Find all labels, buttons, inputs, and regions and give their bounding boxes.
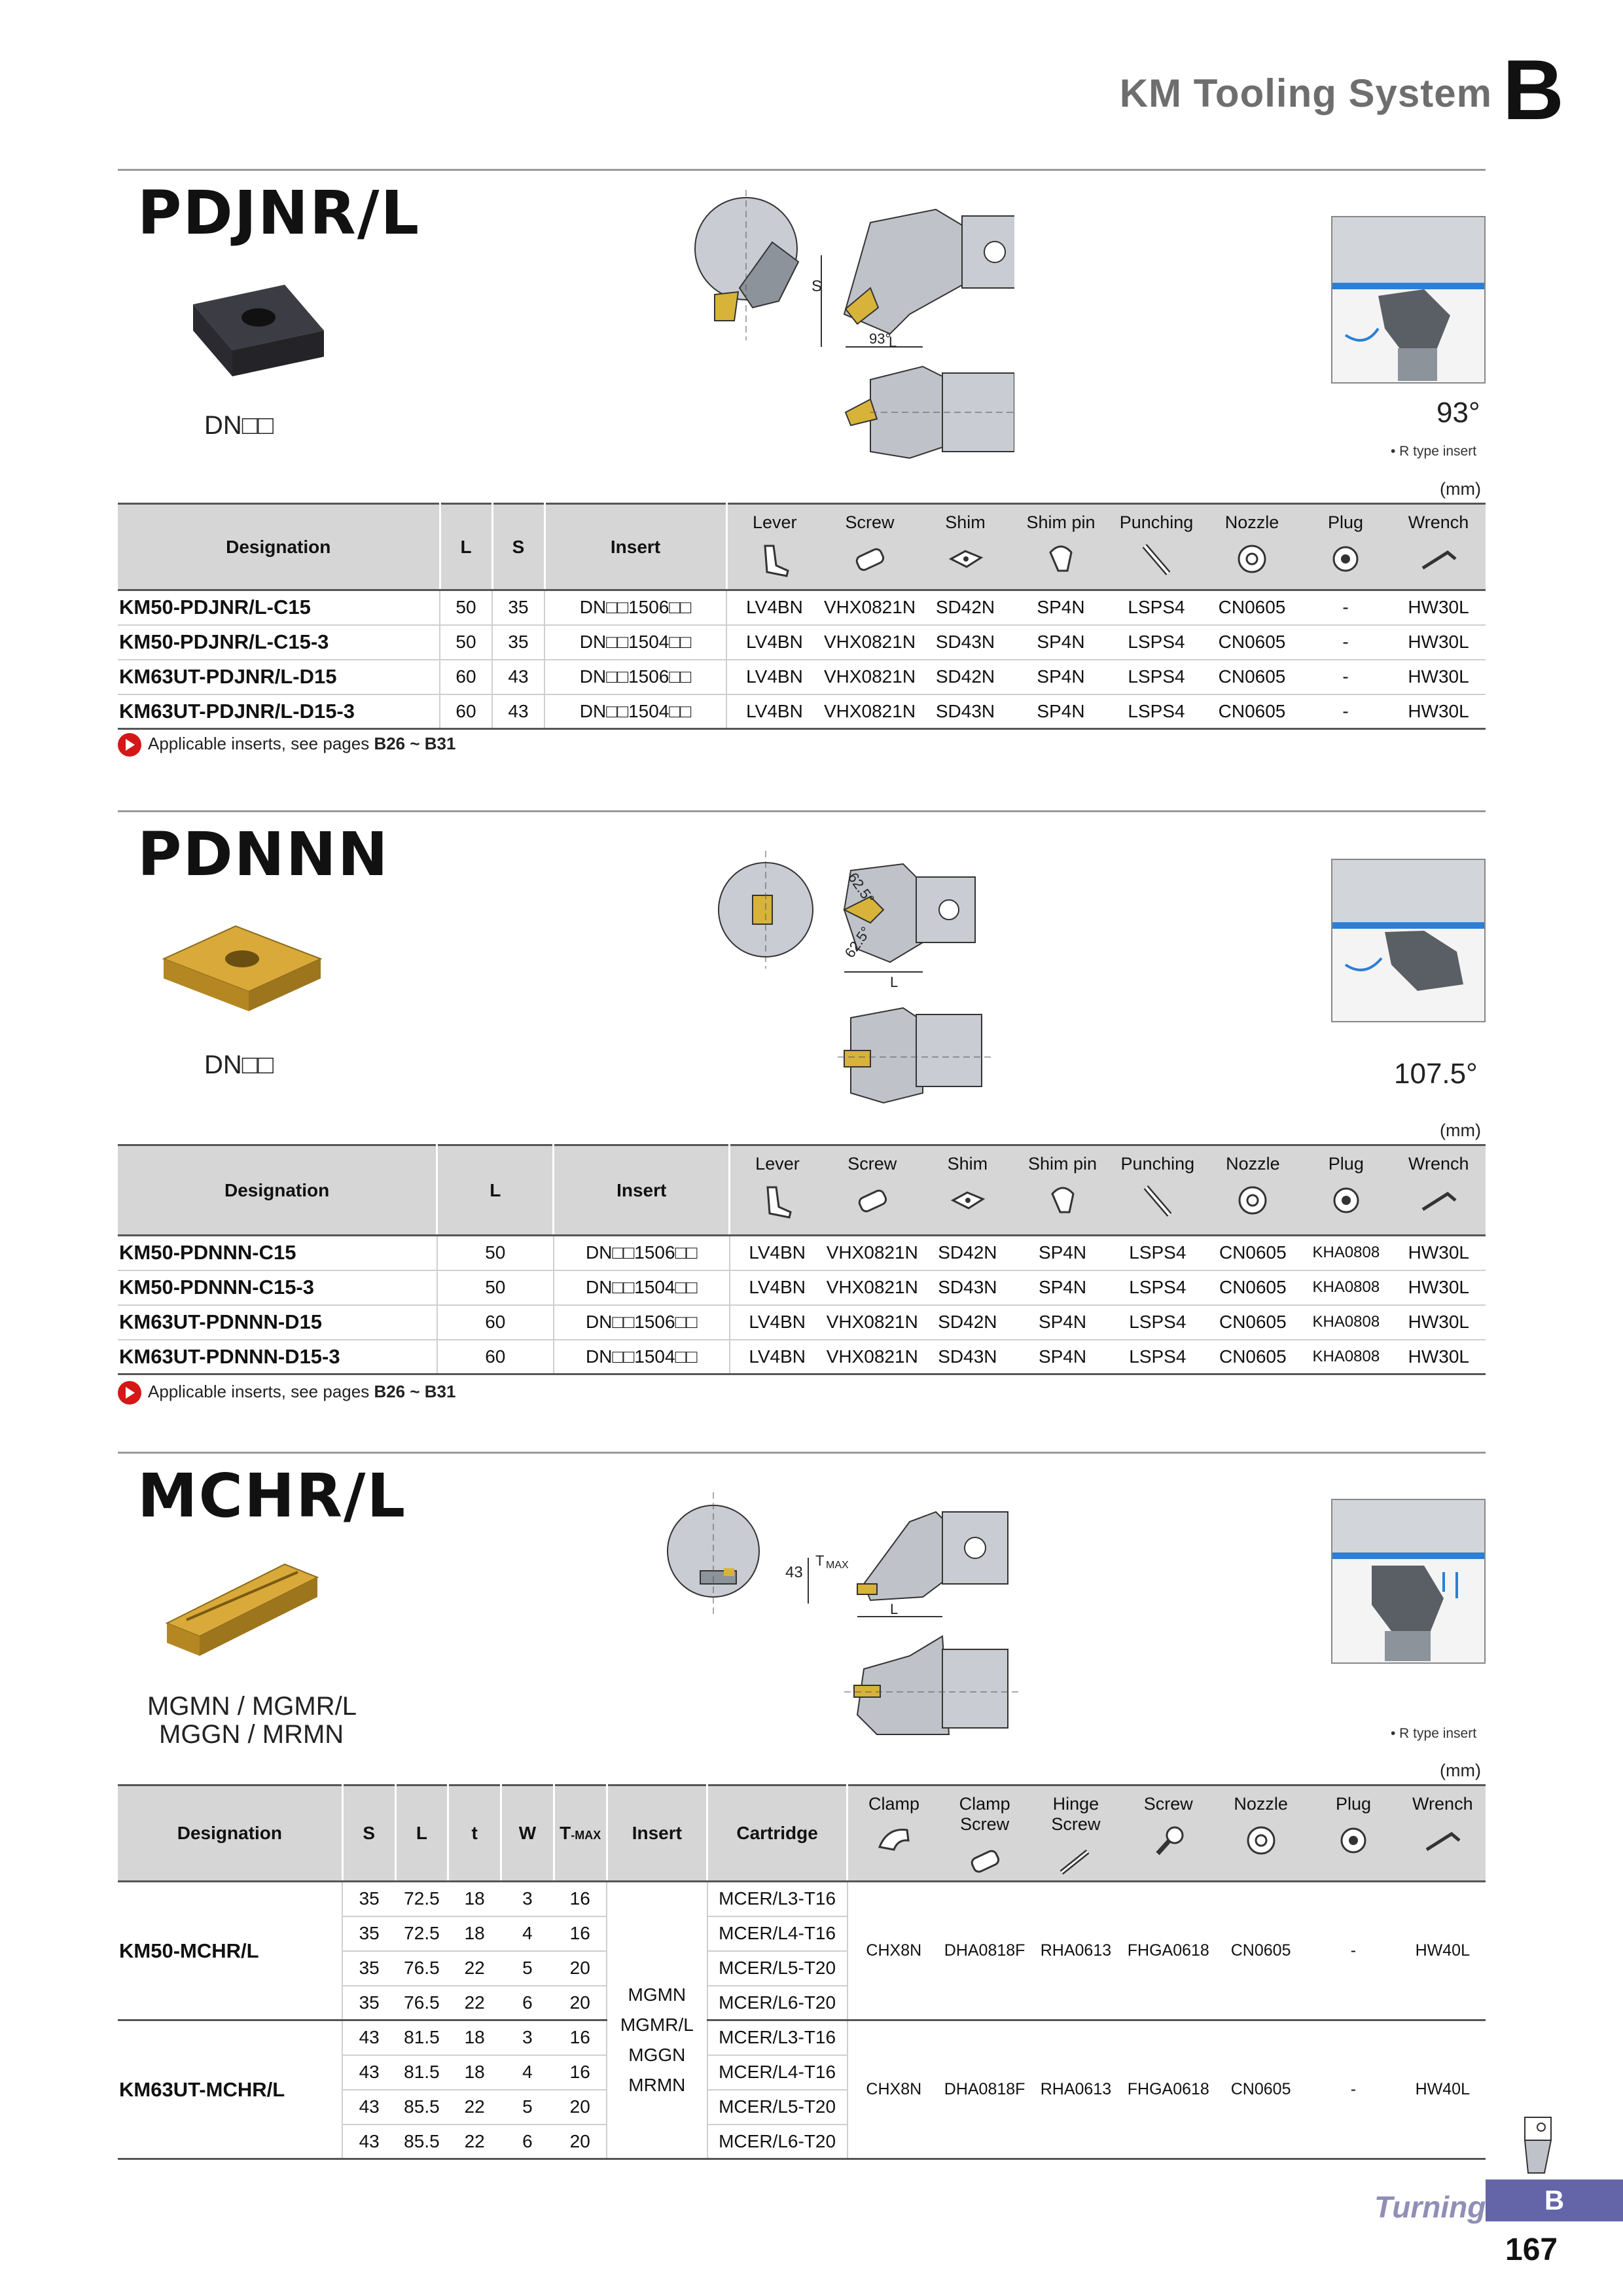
section-divider <box>118 169 1486 171</box>
col-lever: Lever <box>730 1145 825 1236</box>
screw-cell: VHX0821N <box>822 625 918 660</box>
insert-caption: DN□□ <box>204 1050 274 1079</box>
arrow-icon <box>118 733 141 757</box>
tmax-cell: 20 <box>554 1986 607 2020</box>
s-cell: 43 <box>342 2055 395 2090</box>
table-row <box>118 2020 1486 2055</box>
tmax-cell: 20 <box>554 2125 607 2159</box>
col-wrench: Wrench <box>1391 504 1486 590</box>
table-row <box>118 1882 1486 1916</box>
cartridge-cell: MCER/L3-T16 <box>707 2020 847 2055</box>
t-cell: 22 <box>448 1951 501 1986</box>
dim-l-label: L <box>889 334 897 350</box>
unit-label: (mm) <box>1440 1761 1481 1780</box>
col-l: L <box>437 1145 554 1236</box>
s-cell: 35 <box>342 1916 395 1951</box>
col-cartridge: Cartridge <box>707 1785 847 1882</box>
cartridge-cell: MCER/L5-T20 <box>707 2090 847 2125</box>
lever-cell: LV4BN <box>730 1236 825 1270</box>
cartridge-cell: MCER/L4-T16 <box>707 2055 847 2090</box>
machining-photo-pdjnr <box>1331 216 1486 384</box>
table-row <box>118 1270 1486 1305</box>
chapter-letter: B <box>1503 42 1564 137</box>
dim-tmax-label: MAX <box>826 1560 849 1571</box>
screw-cell: VHX0821N <box>825 1305 920 1340</box>
lever-cell: LV4BN <box>726 694 822 729</box>
hinge-screw-cell: RHA0613 <box>1029 2020 1122 2159</box>
dim-43-label: 43 <box>785 1564 803 1581</box>
cartridge-cell: MCER/L3-T16 <box>707 1882 847 1916</box>
insert-cell: DN□□1504□□ <box>544 694 726 729</box>
dim-l-label: L <box>890 974 899 990</box>
r-type-note: • R type insert <box>1391 1726 1477 1741</box>
lever-icon <box>758 1181 797 1220</box>
table-row <box>118 590 1486 625</box>
punching-icon <box>1138 1181 1177 1220</box>
tool-diagram-pdjnr <box>674 190 1014 471</box>
machining-photo-pdnnn <box>1331 859 1486 1022</box>
t-cell: 18 <box>448 2020 501 2055</box>
nozzle-cell: CN0605 <box>1215 1882 1307 2020</box>
wrench-cell: HW40L <box>1400 1882 1486 2020</box>
l-cell: 50 <box>437 1270 554 1305</box>
clamp-icon <box>874 1821 914 1860</box>
table-row <box>118 1236 1486 1270</box>
s-cell: 43 <box>342 2125 395 2159</box>
l-cell: 50 <box>440 625 492 660</box>
col-wrench: Wrench <box>1392 1145 1486 1236</box>
col-screw: Screw <box>822 504 918 590</box>
insert-caption-line-1: MGMN / MGMR/L <box>147 1692 357 1721</box>
page-ref-link[interactable]: B26 ~ B31 <box>374 1381 456 1401</box>
r-type-note: • R type insert <box>1391 444 1477 459</box>
shim-pin-cell: SP4N <box>1013 660 1109 694</box>
l-cell: 85.5 <box>395 2090 448 2125</box>
insert-cell: DN□□1506□□ <box>544 660 726 694</box>
dim-angle-label: 93° <box>869 331 891 347</box>
table-row <box>118 1305 1486 1340</box>
l-cell: 60 <box>437 1305 554 1340</box>
shim-cell: SD42N <box>918 590 1013 625</box>
punching-cell: LSPS4 <box>1110 1305 1205 1340</box>
l-cell: 81.5 <box>395 2020 448 2055</box>
col-insert: Insert <box>607 1785 707 1882</box>
plug-icon <box>1334 1821 1373 1860</box>
shim-pin-icon <box>1041 539 1080 579</box>
insert-cell: DN□□1504□□ <box>554 1270 730 1305</box>
screw-icon <box>850 539 889 579</box>
wrench-icon <box>1419 1181 1458 1220</box>
plug-cell: - <box>1300 694 1391 729</box>
designation-cell: KM50-PDJNR/L-C15-3 <box>118 625 440 660</box>
tmax-cell: 16 <box>554 1882 607 1916</box>
nozzle-cell: CN0605 <box>1205 1236 1300 1270</box>
wrench-icon <box>1419 539 1458 579</box>
designation-cell: KM50-PDJNR/L-C15 <box>118 590 440 625</box>
col-t: t <box>448 1785 501 1882</box>
plug-cell: KHA0808 <box>1300 1305 1392 1340</box>
col-nozzle: Nozzle <box>1204 504 1300 590</box>
shim-pin-cell: SP4N <box>1013 694 1109 729</box>
col-s: S <box>342 1785 395 1882</box>
w-cell: 4 <box>501 2055 554 2090</box>
insert-list-item: MRMN <box>628 2074 686 2095</box>
clamp-cell: CHX8N <box>847 2020 940 2159</box>
clamp-screw-cell: DHA0818F <box>940 2020 1029 2159</box>
page-number: 167 <box>1505 2233 1558 2267</box>
col-designation: Designation <box>118 504 440 590</box>
w-cell: 3 <box>501 1882 554 1916</box>
plug-cell: - <box>1307 1882 1399 2020</box>
plug-cell: KHA0808 <box>1300 1270 1392 1305</box>
s-cell: 43 <box>492 660 544 694</box>
wrench-cell: HW30L <box>1392 1340 1486 1374</box>
s-cell: 43 <box>342 2090 395 2125</box>
punching-icon <box>1137 539 1176 579</box>
shim-cell: SD42N <box>918 660 1013 694</box>
insert-list-item: MGGN <box>628 2044 686 2065</box>
punching-cell: LSPS4 <box>1109 660 1204 694</box>
insert-list-cell <box>607 1882 707 2159</box>
col-l: L <box>395 1785 448 1882</box>
dim-s-label: S <box>812 278 823 295</box>
t-cell: 22 <box>448 1986 501 2020</box>
cartridge-cell: MCER/L6-T20 <box>707 2125 847 2159</box>
col-shim: Shim <box>920 1145 1015 1236</box>
col-punching: Punching <box>1110 1145 1205 1236</box>
cartridge-cell: MCER/L6-T20 <box>707 1986 847 2020</box>
section-title-pdnnn: PDNNN <box>137 819 389 889</box>
section-title-pdjnr: PDJNR/L <box>137 178 421 248</box>
col-shim-pin: Shim pin <box>1015 1145 1110 1236</box>
dim-angle-1: 62.5° <box>844 869 878 907</box>
shim-pin-icon <box>1043 1181 1082 1220</box>
tool-diagram-pdnnn <box>707 844 1021 1106</box>
shim-pin-cell: SP4N <box>1015 1270 1110 1305</box>
screw-cell: FHGA0618 <box>1122 1882 1215 2020</box>
nozzle-cell: CN0605 <box>1204 590 1300 625</box>
footer-chapter-tab[interactable]: B <box>1486 2179 1623 2221</box>
machining-photo-mchr <box>1331 1499 1486 1664</box>
wrench-cell: HW30L <box>1391 590 1486 625</box>
dim-t-label: T <box>815 1552 825 1569</box>
insert-image-dn-gold <box>157 913 334 1024</box>
t-cell: 18 <box>448 2055 501 2090</box>
tmax-cell: 16 <box>554 2055 607 2090</box>
col-plug: Plug <box>1307 1785 1399 1882</box>
cartridge-cell: MCER/L5-T20 <box>707 1951 847 1986</box>
s-cell: 35 <box>342 1986 395 2020</box>
s-cell: 43 <box>342 2020 395 2055</box>
s-cell: 35 <box>492 625 544 660</box>
col-insert: Insert <box>554 1145 730 1236</box>
shim-cell: SD42N <box>920 1305 1015 1340</box>
wrench-icon <box>1423 1821 1462 1860</box>
punching-cell: LSPS4 <box>1110 1270 1205 1305</box>
l-cell: 50 <box>437 1236 554 1270</box>
designation-cell: KM63UT-PDJNR/L-D15-3 <box>118 694 440 729</box>
tmax-cell: 20 <box>554 1951 607 1986</box>
lever-cell: LV4BN <box>730 1270 825 1305</box>
col-tmax: T-MAX <box>554 1785 607 1882</box>
l-cell: 72.5 <box>395 1882 448 1916</box>
w-cell: 5 <box>501 1951 554 1986</box>
col-w: W <box>501 1785 554 1882</box>
screw-cell: VHX0821N <box>825 1236 920 1270</box>
nozzle-cell: CN0605 <box>1205 1270 1300 1305</box>
nozzle-icon <box>1233 1181 1272 1220</box>
section-divider <box>118 810 1486 812</box>
s-cell: 35 <box>492 590 544 625</box>
col-designation: Designation <box>118 1785 342 1882</box>
col-designation: Designation <box>118 1145 437 1236</box>
designation-cell: KM63UT-MCHR/L <box>118 2020 342 2159</box>
designation-cell: KM63UT-PDNNN-D15-3 <box>118 1340 437 1374</box>
insert-caption: DN□□ <box>204 411 274 440</box>
l-cell: 60 <box>440 660 492 694</box>
wrench-cell: HW30L <box>1392 1270 1486 1305</box>
screw-cell: FHGA0618 <box>1122 2020 1215 2159</box>
l-cell: 85.5 <box>395 2125 448 2159</box>
hinge-screw-cell: RHA0613 <box>1029 1882 1122 2020</box>
col-screw: Screw <box>1122 1785 1215 1882</box>
shim-icon <box>948 1181 987 1220</box>
section-divider <box>118 1452 1486 1454</box>
col-l: L <box>440 504 492 590</box>
insert-cell: DN□□1504□□ <box>544 625 726 660</box>
col-lever: Lever <box>726 504 822 590</box>
t-cell: 22 <box>448 2090 501 2125</box>
designation-cell: KM63UT-PDJNR/L-D15 <box>118 660 440 694</box>
shim-cell: SD43N <box>920 1270 1015 1305</box>
screw-cell: VHX0821N <box>822 660 918 694</box>
table-row <box>118 625 1486 660</box>
insert-list-item: MGMR/L <box>620 2014 694 2035</box>
wrench-cell: HW30L <box>1391 694 1486 729</box>
punching-cell: LSPS4 <box>1109 590 1204 625</box>
col-screw: Screw <box>825 1145 920 1236</box>
designation-cell: KM50-MCHR/L <box>118 1882 342 2020</box>
s-cell: 35 <box>342 1882 395 1916</box>
col-s: S <box>492 504 544 590</box>
w-cell: 6 <box>501 1986 554 2020</box>
col-nozzle: Nozzle <box>1205 1145 1300 1236</box>
lever-cell: LV4BN <box>726 660 822 694</box>
clamp-screw-cell: DHA0818F <box>940 1882 1029 2020</box>
wrench-cell: HW30L <box>1392 1236 1486 1270</box>
page-ref-link[interactable]: B26 ~ B31 <box>374 733 456 753</box>
shim-pin-cell: SP4N <box>1015 1305 1110 1340</box>
nozzle-icon <box>1232 539 1272 579</box>
nozzle-cell: CN0605 <box>1205 1340 1300 1374</box>
insert-cell: DN□□1506□□ <box>554 1305 730 1340</box>
shim-icon <box>946 539 985 579</box>
insert-cell: DN□□1506□□ <box>554 1236 730 1270</box>
spec-table-mchr <box>118 1784 1486 2160</box>
col-wrench: Wrench <box>1400 1785 1486 1882</box>
plug-cell: - <box>1307 2020 1399 2159</box>
designation-cell: KM50-PDNNN-C15 <box>118 1236 437 1270</box>
insert-cell: DN□□1504□□ <box>554 1340 730 1374</box>
tmax-cell: 20 <box>554 2090 607 2125</box>
col-insert: Insert <box>544 504 726 590</box>
w-cell: 5 <box>501 2090 554 2125</box>
spec-table-pdjnr <box>118 503 1486 730</box>
wrench-cell: HW30L <box>1391 660 1486 694</box>
col-nozzle: Nozzle <box>1215 1785 1307 1882</box>
hinge-screw-icon <box>1056 1841 1096 1880</box>
screw-cell: VHX0821N <box>825 1270 920 1305</box>
w-cell: 6 <box>501 2125 554 2159</box>
l-cell: 81.5 <box>395 2055 448 2090</box>
t-cell: 18 <box>448 1882 501 1916</box>
col-hinge-screw: Hinge Screw <box>1029 1785 1122 1882</box>
insert-image-mgmn <box>160 1551 330 1662</box>
section-title-mchr: MCHR/L <box>137 1461 407 1531</box>
insert-cell: DN□□1506□□ <box>544 590 726 625</box>
shim-pin-cell: SP4N <box>1013 625 1109 660</box>
t-cell: 22 <box>448 2125 501 2159</box>
l-cell: 50 <box>440 590 492 625</box>
dim-angle-2: 62.5° <box>841 924 874 961</box>
approach-angle: 107.5° <box>1394 1058 1478 1090</box>
table-row <box>118 660 1486 694</box>
punching-cell: LSPS4 <box>1110 1236 1205 1270</box>
l-cell: 72.5 <box>395 1916 448 1951</box>
punching-cell: LSPS4 <box>1109 694 1204 729</box>
tmax-cell: 16 <box>554 1916 607 1951</box>
lever-cell: LV4BN <box>730 1305 825 1340</box>
nozzle-icon <box>1241 1821 1281 1860</box>
l-cell: 60 <box>440 694 492 729</box>
shim-pin-cell: SP4N <box>1013 590 1109 625</box>
nozzle-cell: CN0605 <box>1205 1305 1300 1340</box>
col-plug: Plug <box>1300 504 1391 590</box>
l-cell: 76.5 <box>395 1951 448 1986</box>
plug-cell: - <box>1300 625 1391 660</box>
col-punching: Punching <box>1109 504 1204 590</box>
nozzle-cell: CN0605 <box>1215 2020 1307 2159</box>
tool-diagram-mchr <box>661 1486 1027 1748</box>
catalog-title: KM Tooling System <box>1119 71 1492 115</box>
plug-icon <box>1327 1181 1366 1220</box>
unit-label: (mm) <box>1440 1121 1481 1140</box>
nozzle-cell: CN0605 <box>1204 660 1300 694</box>
plug-cell: - <box>1300 660 1391 694</box>
footer-section-label: Turning <box>1374 2190 1486 2224</box>
designation-cell: KM50-PDNNN-C15-3 <box>118 1270 437 1305</box>
lever-cell: LV4BN <box>726 625 822 660</box>
w-cell: 4 <box>501 1916 554 1951</box>
col-shim: Shim <box>918 504 1013 590</box>
shim-cell: SD42N <box>920 1236 1015 1270</box>
shim-cell: SD43N <box>918 694 1013 729</box>
unit-label: (mm) <box>1440 479 1481 499</box>
shim-cell: SD43N <box>920 1340 1015 1374</box>
tmax-cell: 16 <box>554 2020 607 2055</box>
spec-table-pdnnn <box>118 1144 1486 1375</box>
screw-cell: VHX0821N <box>822 694 918 729</box>
col-clamp: Clamp <box>847 1785 940 1882</box>
table-row <box>118 1340 1486 1374</box>
shim-pin-cell: SP4N <box>1015 1340 1110 1374</box>
plug-cell: KHA0808 <box>1300 1236 1392 1270</box>
table-row <box>118 694 1486 729</box>
designation-cell: KM63UT-PDNNN-D15 <box>118 1305 437 1340</box>
lever-icon <box>755 539 794 579</box>
col-clamp-screw: Clamp Screw <box>940 1785 1029 1882</box>
insert-image-dn-gray <box>167 259 337 396</box>
turning-tool-icon <box>1512 2111 1571 2176</box>
lever-cell: LV4BN <box>726 590 822 625</box>
s-cell: 43 <box>492 694 544 729</box>
dim-l-label: L <box>890 1601 899 1617</box>
nozzle-cell: CN0605 <box>1204 694 1300 729</box>
applicable-inserts-note: Applicable inserts, see pages B26 ~ B31 <box>118 733 455 757</box>
cartridge-cell: MCER/L4-T16 <box>707 1916 847 1951</box>
clamp-cell: CHX8N <box>847 1882 940 2020</box>
plug-cell: - <box>1300 590 1391 625</box>
plug-icon <box>1326 539 1365 579</box>
s-cell: 35 <box>342 1951 395 1986</box>
clamp-screw-icon <box>965 1841 1005 1880</box>
wrench-cell: HW40L <box>1400 2020 1486 2159</box>
col-shim-pin: Shim pin <box>1013 504 1109 590</box>
screw-icon <box>853 1181 892 1220</box>
plug-cell: KHA0808 <box>1300 1340 1392 1374</box>
punching-cell: LSPS4 <box>1109 625 1204 660</box>
arrow-icon <box>118 1381 141 1405</box>
wrench-cell: HW30L <box>1391 625 1486 660</box>
applicable-inserts-note: Applicable inserts, see pages B26 ~ B31 <box>118 1381 455 1405</box>
punching-cell: LSPS4 <box>1110 1340 1205 1374</box>
approach-angle: 93° <box>1436 397 1480 429</box>
col-plug: Plug <box>1300 1145 1392 1236</box>
shim-pin-cell: SP4N <box>1015 1236 1110 1270</box>
wrench-cell: HW30L <box>1392 1305 1486 1340</box>
screw-cell: VHX0821N <box>825 1340 920 1374</box>
t-cell: 18 <box>448 1916 501 1951</box>
w-cell: 3 <box>501 2020 554 2055</box>
l-cell: 76.5 <box>395 1986 448 2020</box>
l-cell: 60 <box>437 1340 554 1374</box>
lever-cell: LV4BN <box>730 1340 825 1374</box>
insert-list-item: MGMN <box>628 1984 687 2005</box>
shim-cell: SD43N <box>918 625 1013 660</box>
nozzle-cell: CN0605 <box>1204 625 1300 660</box>
screw-icon <box>1149 1821 1188 1860</box>
insert-caption-line-2: MGGN / MRMN <box>159 1720 344 1749</box>
screw-cell: VHX0821N <box>822 590 918 625</box>
